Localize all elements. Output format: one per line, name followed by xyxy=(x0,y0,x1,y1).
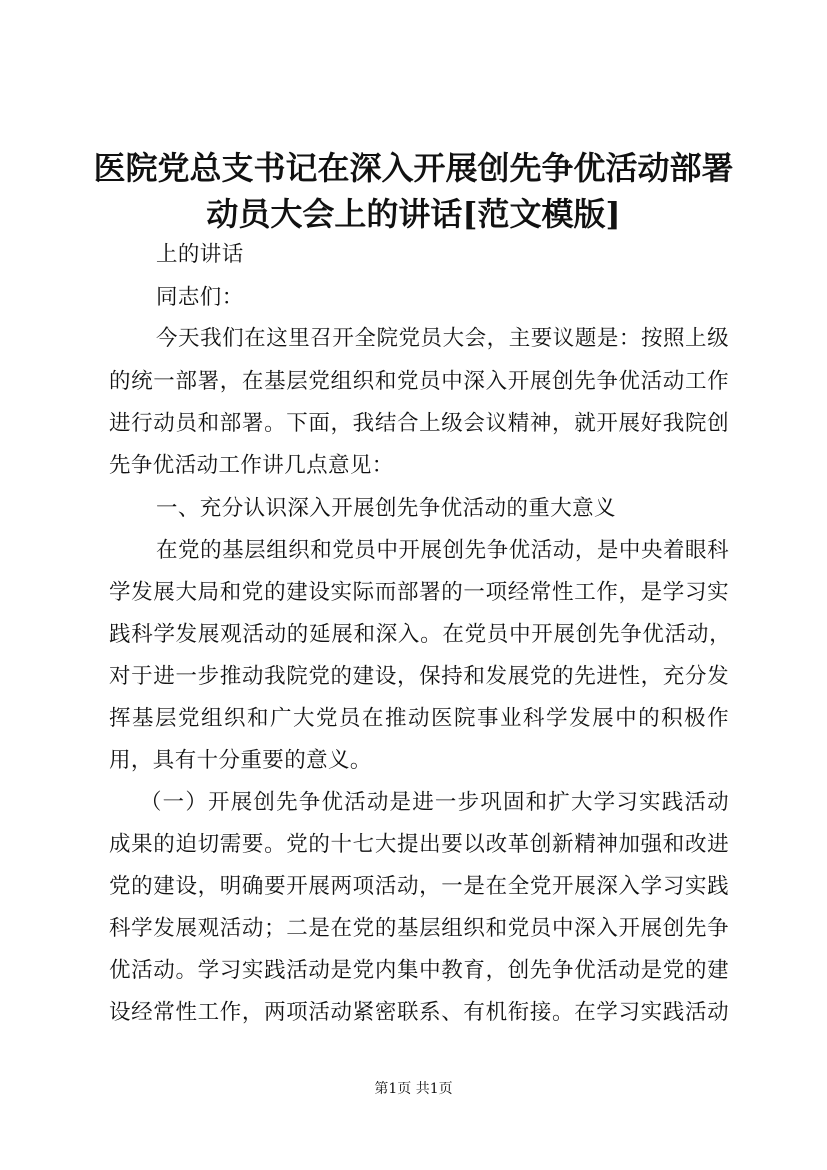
document-title-line-1: 医院党总支书记在深入开展创先争优活动部署 xyxy=(93,149,734,187)
section-heading: 一、充分认识深入开展创先争优活动的重大意义 xyxy=(156,496,616,521)
body-text-line: 优活动。学习实践活动是党内集中教育，创先争优活动是党的建 xyxy=(109,958,729,983)
body-text-line: 成果的迫切需要。党的十七大提出要以改革创新精神加强和改进 xyxy=(109,832,729,857)
body-text-line: 践科学发展观活动的延展和深入。在党员中开展创先争优活动， xyxy=(109,622,731,647)
body-text-line: 科学发展观活动；二是在党的基层组织和党员中深入开展创先争 xyxy=(109,916,729,941)
body-text-line: 在党的基层组织和党员中开展创先争优活动，是中央着眼科 xyxy=(156,538,729,563)
body-text-line: 上的讲话 xyxy=(156,242,244,267)
body-text-line: 对于进一步推动我院党的建设，保持和发展党的先进性，充分发 xyxy=(109,664,729,689)
body-text-line: 进行动员和部署。下面，我结合上级会议精神，就开展好我院创 xyxy=(109,411,729,436)
document-title-line-2: 动员大会上的讲话[范文模版] xyxy=(206,195,621,233)
body-text-line: 挥基层党组织和广大党员在推动医院事业科学发展中的积极作 xyxy=(109,706,729,731)
body-text-line: 设经常性工作，两项活动紧密联系、有机衔接。在学习实践活动 xyxy=(109,1000,729,1025)
body-text-line: 的统一部署，在基层党组织和党员中深入开展创先争优活动工作 xyxy=(109,369,729,394)
body-text-line: 学发展大局和党的建设实际而部署的一项经常性工作，是学习实 xyxy=(109,580,729,605)
body-text-line: 同志们： xyxy=(156,285,244,310)
body-text-line: 党的建设，明确要开展两项活动，一是在全党开展深入学习实践 xyxy=(109,874,729,899)
body-text-line: 今天我们在这里召开全院党员大会，主要议题是：按照上级 xyxy=(156,326,729,351)
body-text-line: 先争优活动工作讲几点意见： xyxy=(109,453,394,478)
body-text-line: 用，具有十分重要的意义。 xyxy=(109,748,372,773)
subsection-heading: （一）开展创先争优活动是进一步巩固和扩大学习实践活动 xyxy=(140,790,729,815)
page-footer: 第1页 共1页 xyxy=(374,1081,453,1097)
